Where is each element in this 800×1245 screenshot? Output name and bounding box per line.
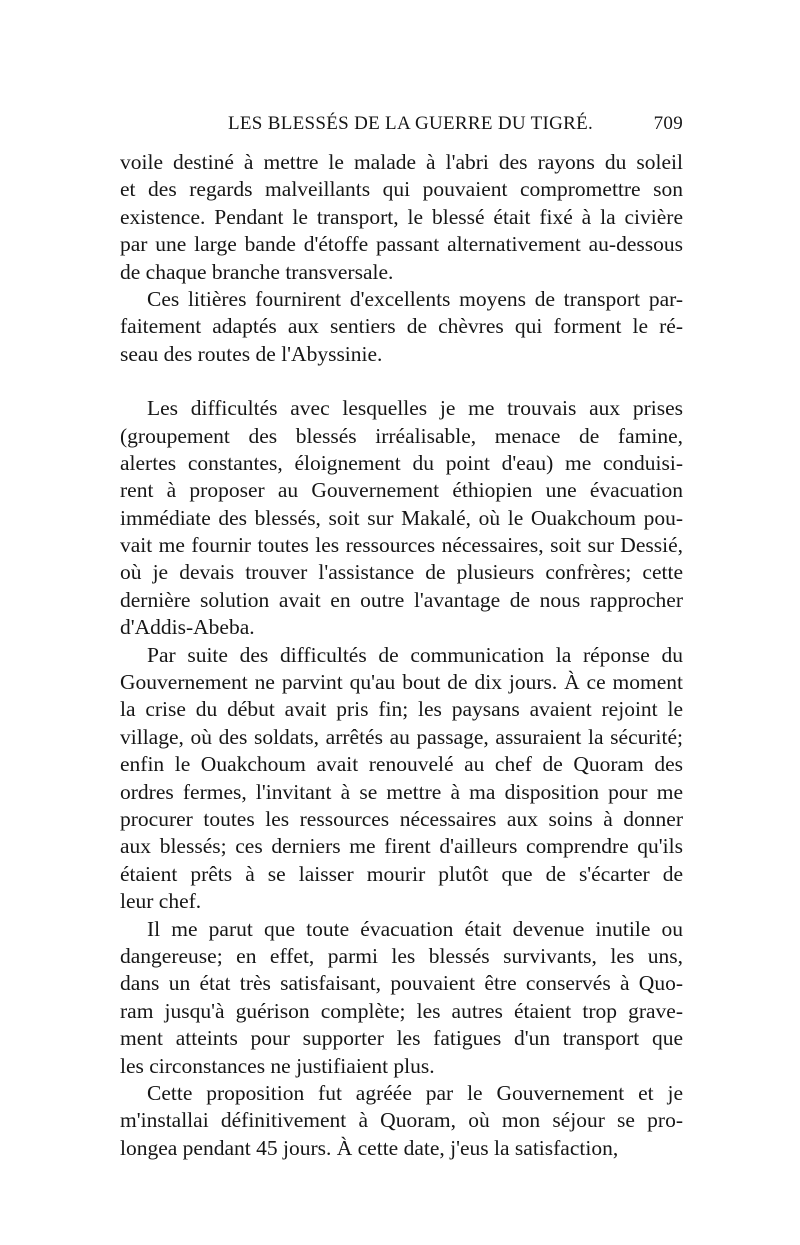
text-line: et des regards malveillants qui pouvaient compromettre son — [120, 177, 683, 202]
text-line: vait me fournir toutes les ressources nécessaires, soit sur Dessié, — [120, 533, 683, 558]
text-line: alertes constantes, éloignement du point d'eau) me conduisi- — [120, 450, 683, 475]
text-line: Il me parut que toute évacuation était devenue inutile ou — [147, 916, 683, 941]
text-line: (groupement des blessés irréalisable, menace de famine, — [120, 423, 683, 448]
paragraph — [120, 1080, 683, 1162]
text-line: dans un état très satisfaisant, pouvaient être conservés à Quo- — [120, 971, 683, 996]
text-line: d'Addis-Abeba. — [120, 615, 255, 640]
text-line: aux blessés; ces derniers me firent d'ailleurs comprendre qu'ils — [120, 834, 683, 859]
text-line: m'installai définitivement à Quoram, où mon séjour se pro- — [120, 1108, 683, 1133]
text-line: Ces litières fournirent d'excellents moyens de transport par- — [147, 286, 683, 311]
paragraph — [120, 916, 683, 1080]
running-title: LES BLESSÉS DE LA GUERRE DU TIGRÉ. — [228, 113, 594, 134]
text-line: Par suite des difficultés de communication la réponse du — [147, 642, 683, 667]
text-line: ment atteints pour supporter les fatigues d'un transport que — [120, 1026, 683, 1051]
text-line: de chaque branche transversale. — [120, 259, 394, 284]
text-line: étaient prêts à se laisser mourir plutôt que de s'écarter de — [120, 861, 683, 886]
text-line: Cette proposition fut agréée par le Gouvernement et je — [147, 1080, 683, 1105]
text-line: procurer toutes les ressources nécessaires aux soins à donner — [120, 806, 683, 831]
text-line: immédiate des blessés, soit sur Makalé, où le Ouakchoum pou- — [120, 505, 683, 530]
text-line: enfin le Ouakchoum avait renouvelé au chef de Quoram des — [120, 752, 683, 777]
text-line: seau des routes de l'Abyssinie. — [120, 341, 383, 366]
text-line: la crise du début avait pris fin; les paysans avaient rejoint le — [120, 697, 683, 722]
text-line: ram jusqu'à guérison complète; les autres étaient trop grave- — [120, 998, 683, 1023]
text-line: dernière solution avait en outre l'avantage de nous rapprocher — [120, 587, 683, 612]
text-line: rent à proposer au Gouvernement éthiopien une évacuation — [120, 478, 683, 503]
text-line: village, où des soldats, arrêtés au passage, assuraient la sécurité; — [120, 724, 683, 749]
text-line: Les difficultés avec lesquelles je me trouvais aux prises — [147, 396, 683, 421]
text-line: existence. Pendant le transport, le blessé était fixé à la civière — [120, 204, 683, 229]
text-line: par une large bande d'étoffe passant alternativement au-dessous — [120, 232, 683, 257]
paragraph — [120, 395, 683, 642]
text-line: où je devais trouver l'assistance de plusieurs confrères; cette — [120, 560, 683, 585]
paragraph — [120, 286, 683, 368]
paragraph-gap — [120, 368, 683, 395]
text-line: longea pendant 45 jours. À cette date, j'eus la satisfaction, — [120, 1135, 619, 1160]
body-text — [120, 149, 683, 1162]
text-line: ordres fermes, l'invitant à se mettre à ma disposition pour me — [120, 779, 683, 804]
paragraph — [120, 149, 683, 286]
page-number: 709 — [653, 113, 683, 134]
text-line: leur chef. — [120, 889, 202, 914]
text-line: voile destiné à mettre le malade à l'abri des rayons du soleil — [120, 150, 683, 174]
running-head — [120, 113, 683, 141]
text-line: Gouvernement ne parvint qu'au bout de dix jours. À ce moment — [120, 670, 683, 695]
text-line: dangereuse; en effet, parmi les blessés survivants, les uns, — [120, 943, 683, 968]
text-line: les circonstances ne justifiaient plus. — [120, 1053, 435, 1078]
paragraph — [120, 642, 683, 916]
text-line: faitement adaptés aux sentiers de chèvres qui forment le ré- — [120, 314, 683, 339]
